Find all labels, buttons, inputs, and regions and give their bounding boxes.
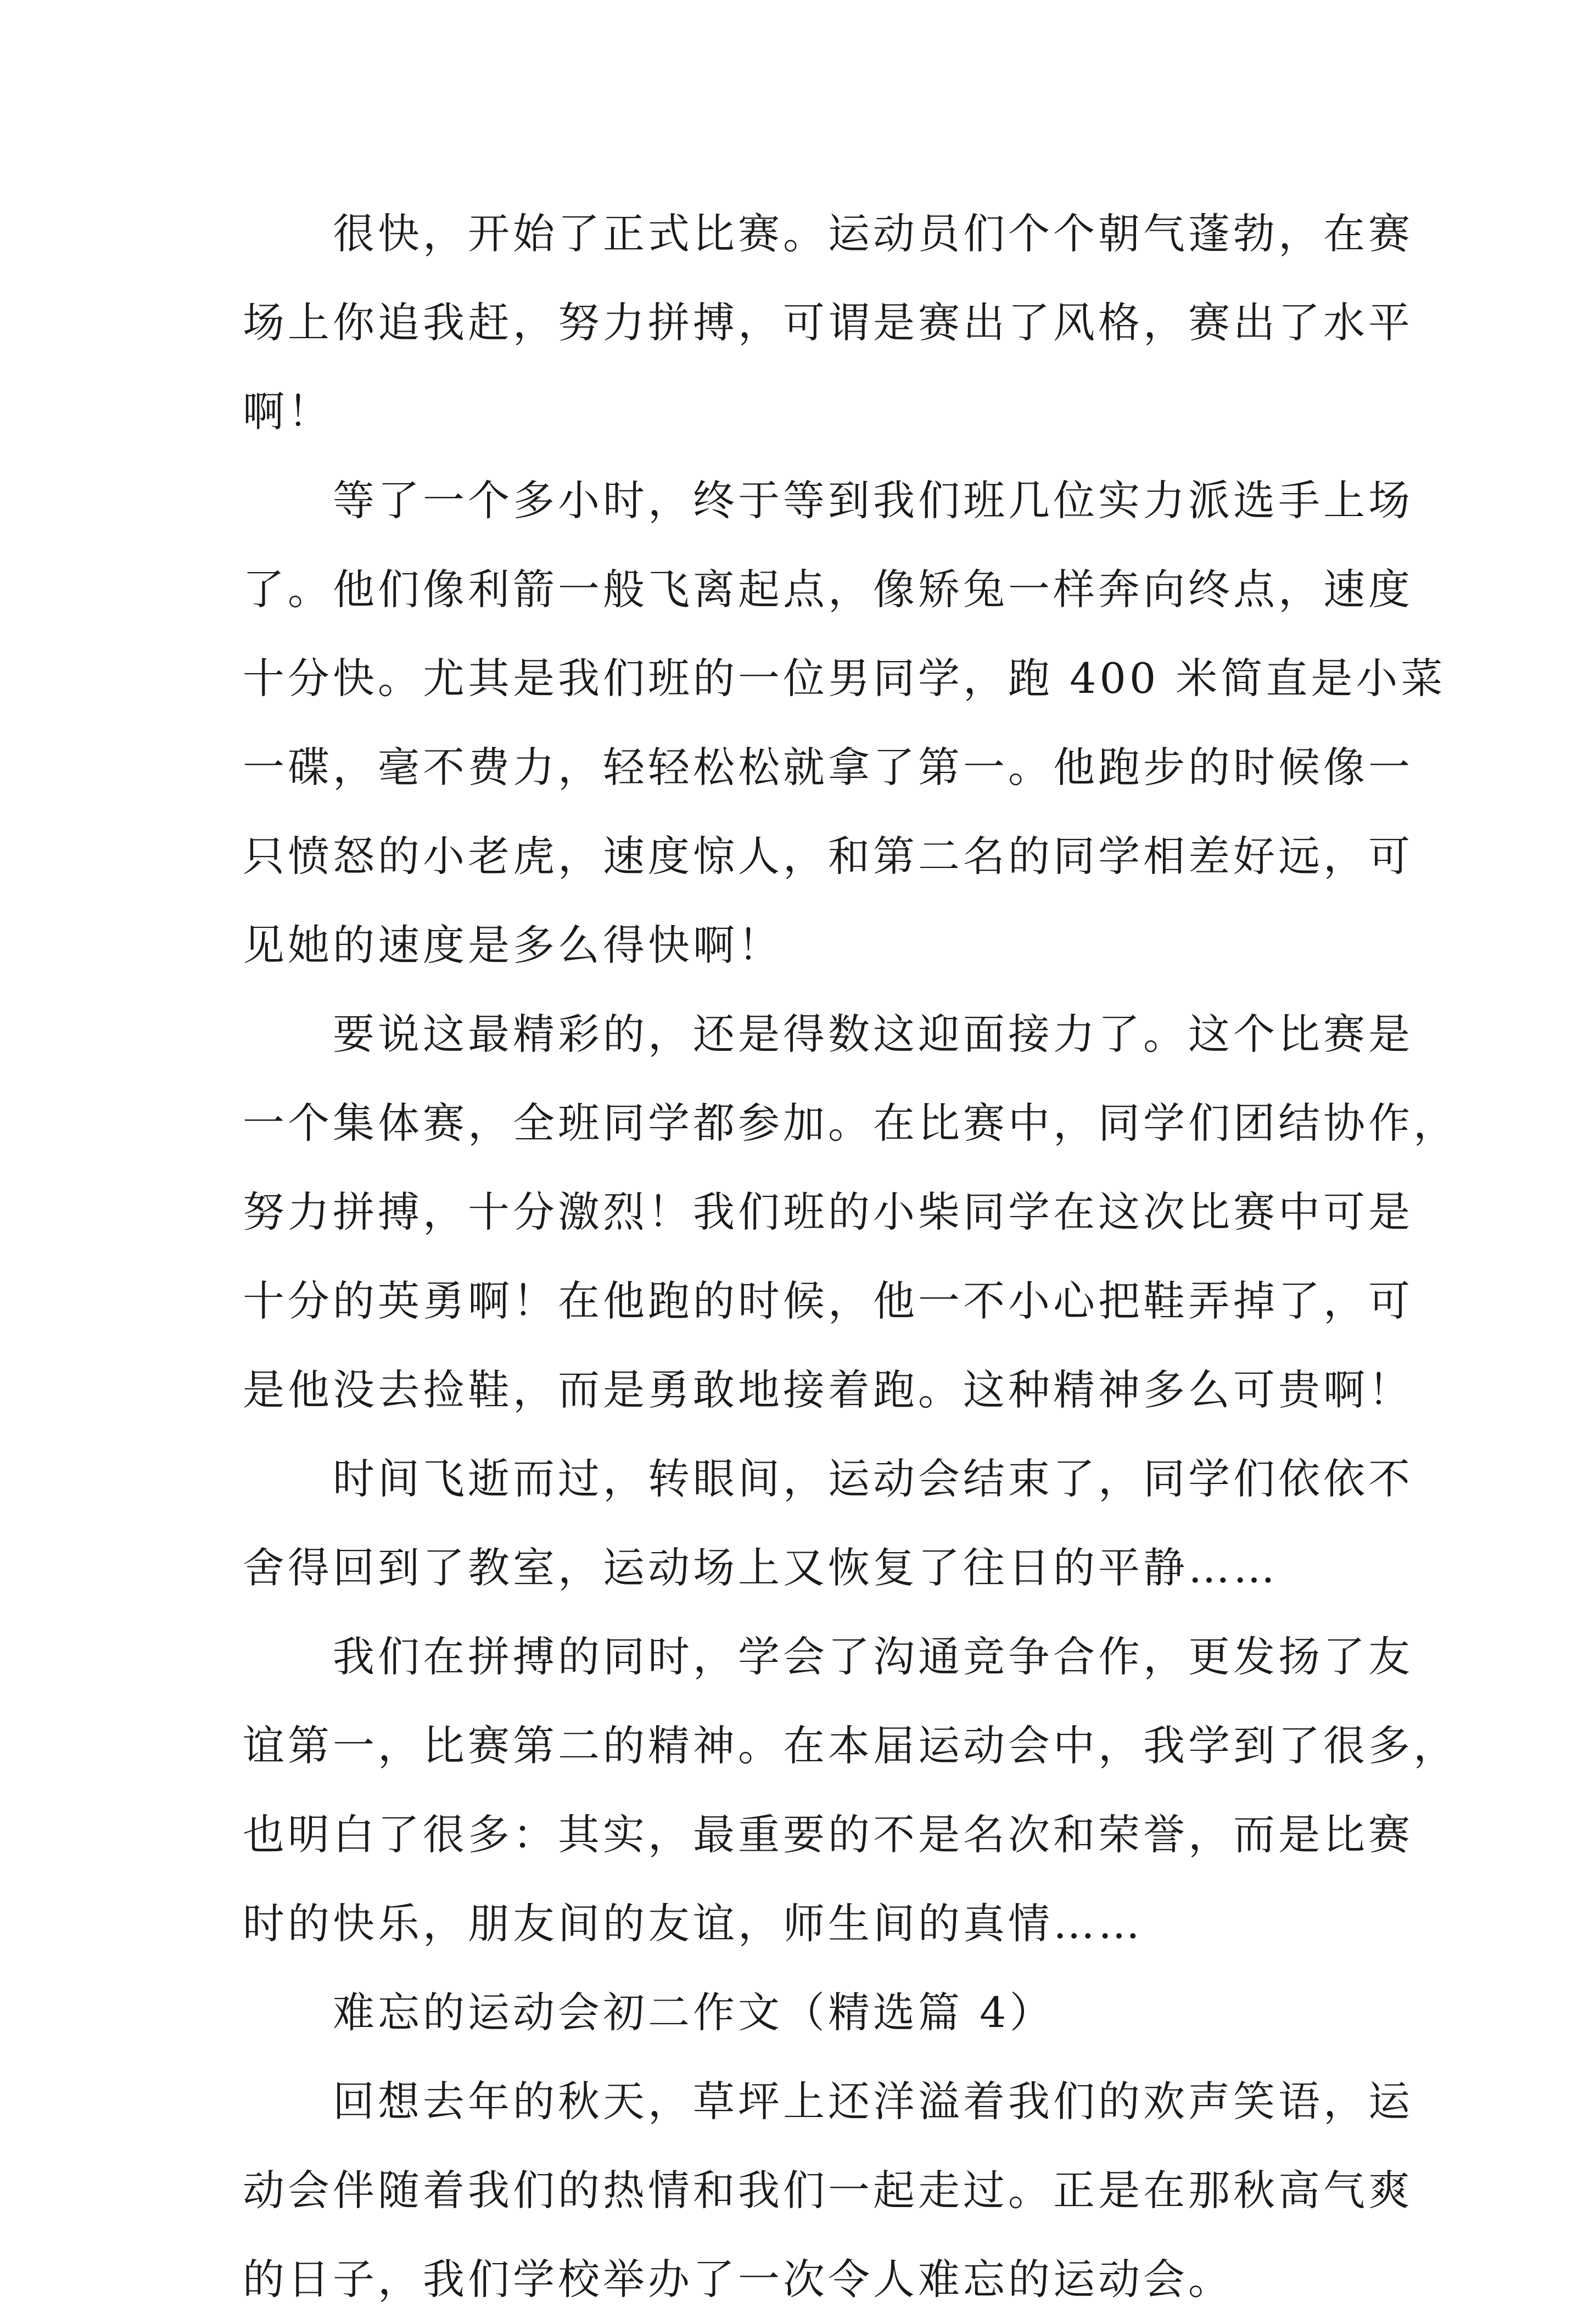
text-line: 十分快。尤其是我们班的一位男同学，跑 400 米简直是小菜	[243, 654, 1446, 703]
paragraph	[243, 456, 1446, 990]
text-line: 时间飞逝而过，转眼间，运动会结束了，同学们依依不	[333, 1454, 1413, 1503]
text-line: 也明白了很多：其实，最重要的不是名次和荣誉，而是比赛	[243, 1810, 1413, 1859]
text-line: 啊！	[243, 387, 333, 436]
section-heading	[243, 1968, 1363, 2057]
text-line: 我们在拼搏的同时，学会了沟通竞争合作，更发扬了友	[333, 1632, 1413, 1681]
text-line: 谊第一，比赛第二的精神。在本届运动会中，我学到了很多，	[243, 1721, 1458, 1770]
text-line: 十分的英勇啊！在他跑的时候，他一不小心把鞋弄掉了，可	[243, 1276, 1413, 1325]
text-line: 见她的速度是多么得快啊！	[243, 921, 783, 970]
text-line: 一个集体赛，全班同学都参加。在比赛中，同学们团结协作，	[243, 1099, 1458, 1147]
text-line: 很快，开始了正式比赛。运动员们个个朝气蓬勃，在赛	[333, 209, 1413, 258]
paragraph	[243, 2057, 1413, 2324]
paragraph	[243, 189, 1413, 456]
text-line: 一碟，毫不费力，轻轻松松就拿了第一。他跑步的时候像一	[243, 743, 1413, 792]
text-line: 等了一个多小时，终于等到我们班几位实力派选手上场	[333, 476, 1413, 525]
text-line: 要说这最精彩的，还是得数这迎面接力了。这个比赛是	[333, 1010, 1413, 1059]
text-line: 难忘的运动会初二作文（精选篇 4）	[333, 1988, 1055, 2037]
text-line: 了。他们像利箭一般飞离起点，像矫兔一样奔向终点，速度	[243, 565, 1413, 614]
paragraph	[243, 1435, 1413, 1612]
paragraph	[243, 1612, 1458, 1968]
text-line: 是他没去捡鞋，而是勇敢地接着跑。这种精神多么可贵啊！	[243, 1365, 1413, 1414]
text-line: 回想去年的秋天，草坪上还洋溢着我们的欢声笑语，运	[333, 2077, 1413, 2126]
text-line: 时的快乐，朋友间的友谊，师生间的真情……	[243, 1899, 1143, 1948]
paragraph	[243, 990, 1458, 1435]
text-line: 动会伴随着我们的热情和我们一起走过。正是在那秋高气爽	[243, 2166, 1413, 2215]
text-line: 舍得回到了教室，运动场上又恢复了往日的平静……	[243, 1543, 1278, 1592]
text-line: 努力拼搏，十分激烈！我们班的小柴同学在这次比赛中可是	[243, 1188, 1413, 1236]
text-line: 的日子，我们学校举办了一次令人难忘的运动会。	[243, 2255, 1233, 2304]
text-line: 场上你追我赶，努力拼搏，可谓是赛出了风格，赛出了水平	[243, 298, 1413, 347]
document-body	[243, 189, 1458, 2324]
text-line: 只愤怒的小老虎，速度惊人，和第二名的同学相差好远，可	[243, 832, 1413, 881]
